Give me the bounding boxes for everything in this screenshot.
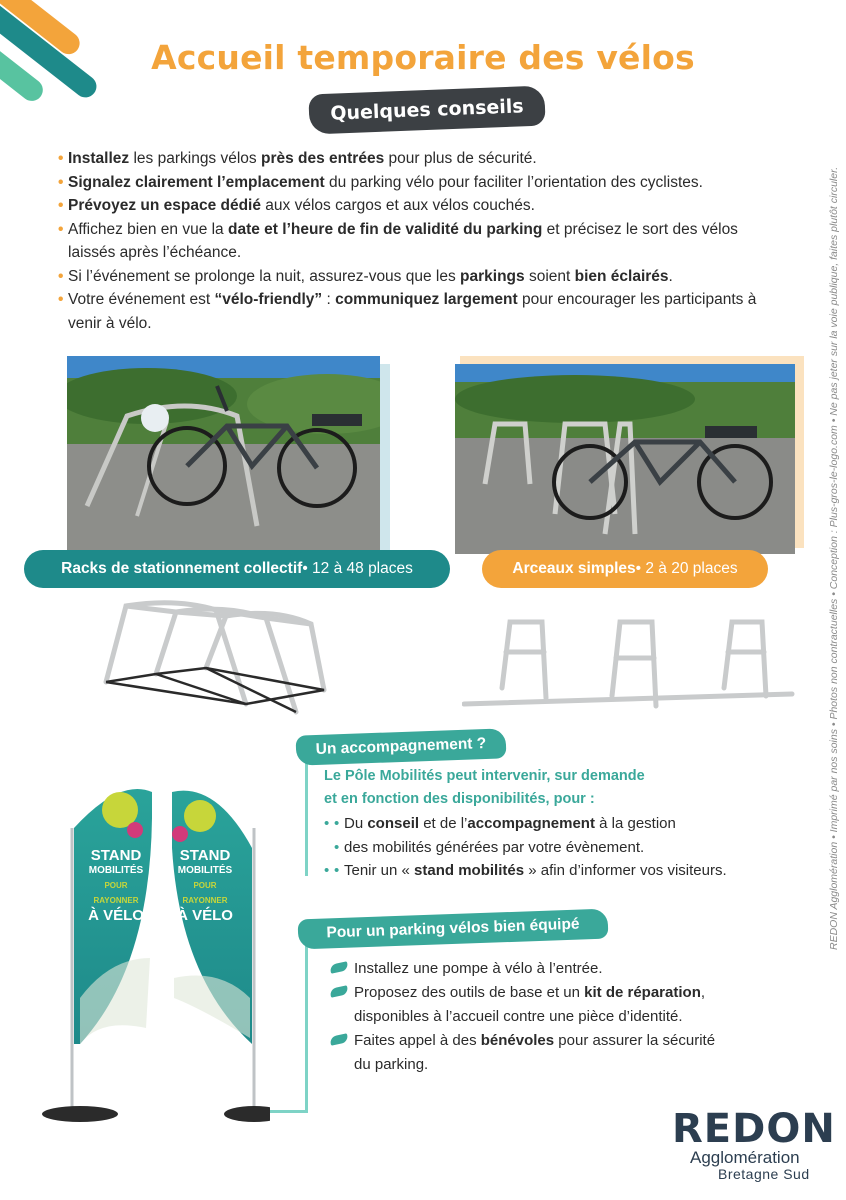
collective-rack-illustration — [96, 594, 336, 722]
flag-left-rayonner: RAYONNER — [93, 896, 139, 905]
label-collective-rack-count: • 12 à 48 places — [302, 560, 413, 577]
tip-item — [58, 265, 758, 289]
parking-item-line2: du parking. — [354, 1056, 429, 1073]
tip-5-part-1: “vélo-friendly” — [214, 291, 323, 308]
accompagnement-item — [324, 859, 727, 883]
flag-left-text — [70, 848, 162, 923]
accomp-1-part-2: » afin d’informer vos visiteurs. — [524, 862, 727, 879]
photo-simple-arches — [455, 364, 795, 554]
tip-5-part-4: pour encourager les participants à venir à vélo. — [68, 291, 757, 332]
accomp-1-part-0: Tenir un « — [344, 862, 415, 879]
flag-right-rayonner: RAYONNER — [182, 896, 228, 905]
flag-left-stand: STAND — [90, 847, 142, 864]
tip-4-part-0: Si l’événement se prolonge la nuit, assurez-vous que les — [68, 267, 461, 285]
tip-2-part-0: Prévoyez un espace dédié — [68, 197, 261, 214]
accompagnement-item-line1 — [334, 812, 727, 836]
parking-item — [330, 981, 715, 1029]
flag-right-pour: POUR — [193, 881, 217, 890]
accompagnement-list — [324, 812, 727, 883]
accomp-0-part-1: conseil — [367, 815, 420, 832]
accompagnement-intro-line1: Le Pôle Mobilités peut intervenir, sur demande — [324, 768, 645, 784]
tip-item — [58, 147, 758, 171]
simple-arches-illustration — [462, 608, 798, 718]
accompagnement-intro-line2: et en fonction des disponibilités, pour : — [324, 791, 595, 807]
tip-5-part-2: : — [322, 291, 336, 308]
tip-5-part-3: communiquez largement — [335, 291, 518, 308]
accompagnement-item-line1 — [334, 859, 727, 883]
tip-1-part-1: du parking vélo pour faciliter l’orientation des cyclistes. — [324, 173, 703, 191]
logo-agglomeration: Agglomération — [690, 1148, 800, 1167]
tip-0-part-1: les parkings vélos — [129, 150, 261, 167]
photo-collective-rack — [67, 356, 380, 552]
parking-0-part-0: Installez une pompe à vélo à l’entrée. — [354, 960, 603, 977]
tip-4-part-3: bien éclairés — [574, 267, 669, 285]
subtitle-badge: Quelques conseils — [308, 85, 545, 134]
flag-right-a-velo: À VÉLO — [177, 907, 233, 924]
divider-line-parking — [305, 940, 308, 1112]
label-collective-rack — [24, 550, 450, 588]
tips-list — [58, 147, 758, 335]
accomp-0-part-0: Du — [344, 815, 368, 832]
logo-bretagne-sud: Bretagne Sud — [718, 1166, 810, 1182]
flag-right-text — [170, 848, 240, 923]
tip-item — [58, 171, 758, 195]
credits-vertical: REDON Agglomération • Imprimé par nos soins • Photos non contractuelles • Conception : Plus-gros-le-logo.com • Ne pas jeter sur la voie publique, faites plutôt circuler. — [828, 166, 840, 950]
parking-2-part-0: Faites appel à des — [354, 1032, 481, 1049]
flag-left-a-velo: À VÉLO — [88, 907, 144, 924]
logo-redon: REDON — [672, 1106, 836, 1152]
accomp-0-part-3: accompagnement — [467, 815, 595, 832]
leaf-bullet-icon — [329, 985, 348, 998]
tip-3-part-1: date et l’heure de fin de validité du parking — [228, 220, 543, 238]
parking-item-line2: disponibles à l’accueil contre une pièce d’identité. — [354, 1008, 683, 1025]
parking-item-line1 — [354, 957, 715, 981]
label-simple-arches-bold: Arceaux simples — [512, 560, 636, 577]
parking-2-part-2: pour assurer la sécurité — [554, 1032, 716, 1049]
tip-item — [58, 194, 758, 218]
leaf-bullet-icon — [329, 1033, 348, 1046]
accompagnement-intro — [324, 765, 645, 811]
page-title: Accueil temporaire des vélos — [151, 38, 695, 77]
tip-4-part-2: soient — [524, 267, 575, 285]
flag-right-mobilites: MOBILITÉS — [177, 865, 233, 876]
divider-line-accompagnement — [305, 754, 308, 876]
photo-simple-arches-image — [455, 364, 795, 554]
heading-parking: Pour un parking vélos bien équipé — [298, 909, 609, 950]
heading-accompagnement: Un accompagnement ? — [296, 728, 507, 765]
parking-item-line1 — [354, 981, 715, 1005]
tip-0-part-3: pour plus de sécurité. — [384, 150, 537, 167]
label-simple-arches-count: • 2 à 20 places — [635, 560, 738, 577]
tip-4-part-1: parkings — [460, 267, 525, 285]
flag-left-pour: POUR — [104, 881, 128, 890]
flag-right-stand: STAND — [179, 847, 231, 864]
photo-collective-rack-image — [67, 356, 380, 552]
tip-2-part-1: aux vélos cargos et aux vélos couchés. — [260, 197, 535, 214]
parking-1-part-1: kit de réparation — [584, 984, 701, 1001]
flag-left-mobilites: MOBILITÉS — [88, 865, 144, 876]
parking-2-part-1: bénévoles — [480, 1032, 555, 1049]
tip-item — [58, 218, 758, 265]
tip-0-part-0: Installez — [68, 150, 130, 167]
parking-1-part-0: Proposez des outils de base et un — [354, 984, 585, 1001]
accompagnement-item-line2: • des mobilités générées par votre évènement. — [334, 836, 727, 860]
tip-item — [58, 288, 758, 335]
parking-list — [330, 957, 715, 1077]
accomp-0-part-4: à la gestion — [594, 815, 676, 832]
tip-1-part-0: Signalez clairement l’emplacement — [68, 173, 325, 191]
parking-item — [330, 1029, 715, 1077]
accomp-0-part-2: et de l’ — [419, 815, 468, 832]
tip-5-part-0: Votre événement est — [68, 291, 215, 308]
leaf-bullet-icon — [329, 961, 348, 974]
parking-item — [330, 957, 715, 981]
tip-0-part-2: près des entrées — [260, 150, 385, 167]
parking-item-line1 — [354, 1029, 715, 1053]
label-simple-arches — [482, 550, 768, 588]
tip-3-part-0: Affichez bien en vue la — [68, 220, 228, 238]
tip-3-part-2: et précisez le sort des vélos laissés après l’échéance. — [68, 220, 738, 261]
accomp-1-part-1: stand mobilités — [414, 862, 525, 879]
parking-1-part-2: , — [700, 984, 706, 1001]
tip-4-part-4: . — [668, 267, 673, 285]
label-collective-rack-bold: Racks de stationnement collectif — [61, 560, 303, 577]
accompagnement-item — [324, 812, 727, 859]
stand-mobilites-flags — [40, 788, 270, 1128]
